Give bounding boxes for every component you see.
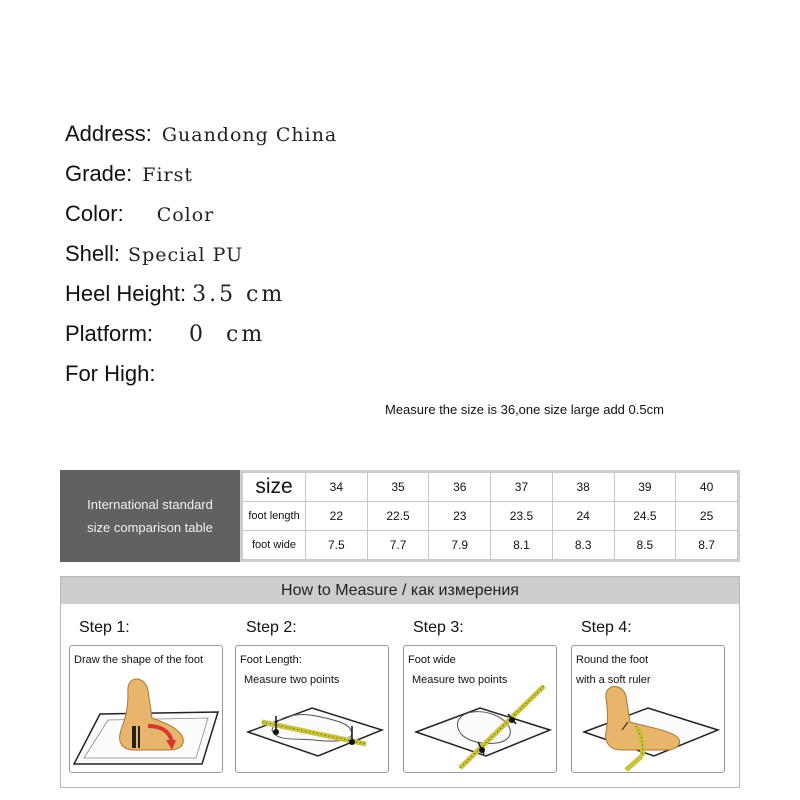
size-row-label: size bbox=[243, 473, 306, 502]
attr-shell bbox=[65, 241, 243, 273]
attr-address bbox=[65, 121, 337, 153]
size-cell: 34 bbox=[306, 473, 368, 502]
size-row bbox=[243, 473, 738, 502]
attr-value: Special PU bbox=[128, 244, 244, 266]
attr-key: Grade: bbox=[65, 161, 133, 186]
width-row-label: foot wide bbox=[243, 531, 306, 560]
size-table-heading-line1: International standard bbox=[87, 497, 213, 512]
step-1-text: Draw the shape of the foot bbox=[74, 654, 204, 666]
foot-width-illustration bbox=[404, 646, 556, 772]
attr-for-high bbox=[65, 361, 155, 393]
width-cell: 7.9 bbox=[429, 531, 491, 560]
attr-key: Address: bbox=[65, 121, 152, 146]
length-row bbox=[243, 502, 738, 531]
length-cell: 22.5 bbox=[367, 502, 429, 531]
length-row-label: foot length bbox=[243, 502, 306, 531]
size-cell: 37 bbox=[491, 473, 553, 502]
attr-grade bbox=[65, 161, 193, 193]
attr-value: 0 cm bbox=[189, 322, 266, 347]
step-2-title: Step 2: bbox=[246, 619, 297, 636]
width-cell: 8.1 bbox=[491, 531, 553, 560]
width-row bbox=[243, 531, 738, 560]
how-to-measure-title: How to Measure / как измерения bbox=[61, 577, 739, 604]
attr-value: First bbox=[142, 164, 193, 186]
size-table-heading bbox=[60, 470, 240, 562]
step-1-title: Step 1: bbox=[79, 619, 130, 636]
step-2-text-line2: Measure two points bbox=[244, 674, 340, 686]
attr-key: Heel Height: bbox=[65, 281, 187, 306]
size-comparison-panel bbox=[60, 470, 740, 562]
size-table bbox=[242, 472, 738, 560]
attr-key: Color: bbox=[65, 201, 124, 226]
step-3-text-line2: Measure two points bbox=[412, 674, 508, 686]
attr-key: Shell: bbox=[65, 241, 121, 266]
width-cell: 7.7 bbox=[367, 531, 429, 560]
size-cell: 36 bbox=[429, 473, 491, 502]
foot-outline-illustration bbox=[70, 646, 222, 772]
step-4-text-line2: with a soft ruler bbox=[576, 674, 651, 686]
step-3-text-line1: Foot wide bbox=[408, 654, 456, 666]
size-table-heading-line2: size comparison table bbox=[87, 520, 213, 535]
width-cell: 8.7 bbox=[676, 531, 738, 560]
step-3-title: Step 3: bbox=[413, 619, 464, 636]
how-to-measure-panel bbox=[60, 576, 740, 788]
width-cell: 7.5 bbox=[306, 531, 368, 560]
step-4-text-line1: Round the foot bbox=[576, 654, 649, 666]
attr-value: Color bbox=[156, 204, 215, 226]
foot-length-illustration bbox=[236, 646, 388, 772]
step-2-text-line1: Foot Length: bbox=[240, 654, 302, 666]
length-cell: 24 bbox=[552, 502, 614, 531]
width-cell: 8.3 bbox=[552, 531, 614, 560]
attr-platform bbox=[65, 321, 265, 353]
foot-circumference-illustration bbox=[572, 646, 724, 772]
attr-value: Guandong China bbox=[161, 124, 338, 146]
length-cell: 22 bbox=[306, 502, 368, 531]
length-cell: 23.5 bbox=[491, 502, 553, 531]
attr-key: Platform: bbox=[65, 321, 154, 346]
step-1-card bbox=[69, 645, 223, 773]
size-cell: 39 bbox=[614, 473, 676, 502]
attr-key: For High: bbox=[65, 361, 156, 386]
width-cell: 8.5 bbox=[614, 531, 676, 560]
step-2-card bbox=[235, 645, 389, 773]
attr-heel-height bbox=[65, 281, 285, 313]
length-cell: 23 bbox=[429, 502, 491, 531]
size-note: Measure the size is 36,one size large add 0.5cm bbox=[385, 402, 664, 417]
step-3-card bbox=[403, 645, 557, 773]
step-4-title: Step 4: bbox=[581, 619, 632, 636]
length-cell: 25 bbox=[676, 502, 738, 531]
step-4-card bbox=[571, 645, 725, 773]
attr-value: 3.5 cm bbox=[192, 282, 286, 307]
size-cell: 40 bbox=[676, 473, 738, 502]
length-cell: 24.5 bbox=[614, 502, 676, 531]
attr-color bbox=[65, 201, 214, 233]
size-cell: 38 bbox=[552, 473, 614, 502]
size-cell: 35 bbox=[367, 473, 429, 502]
